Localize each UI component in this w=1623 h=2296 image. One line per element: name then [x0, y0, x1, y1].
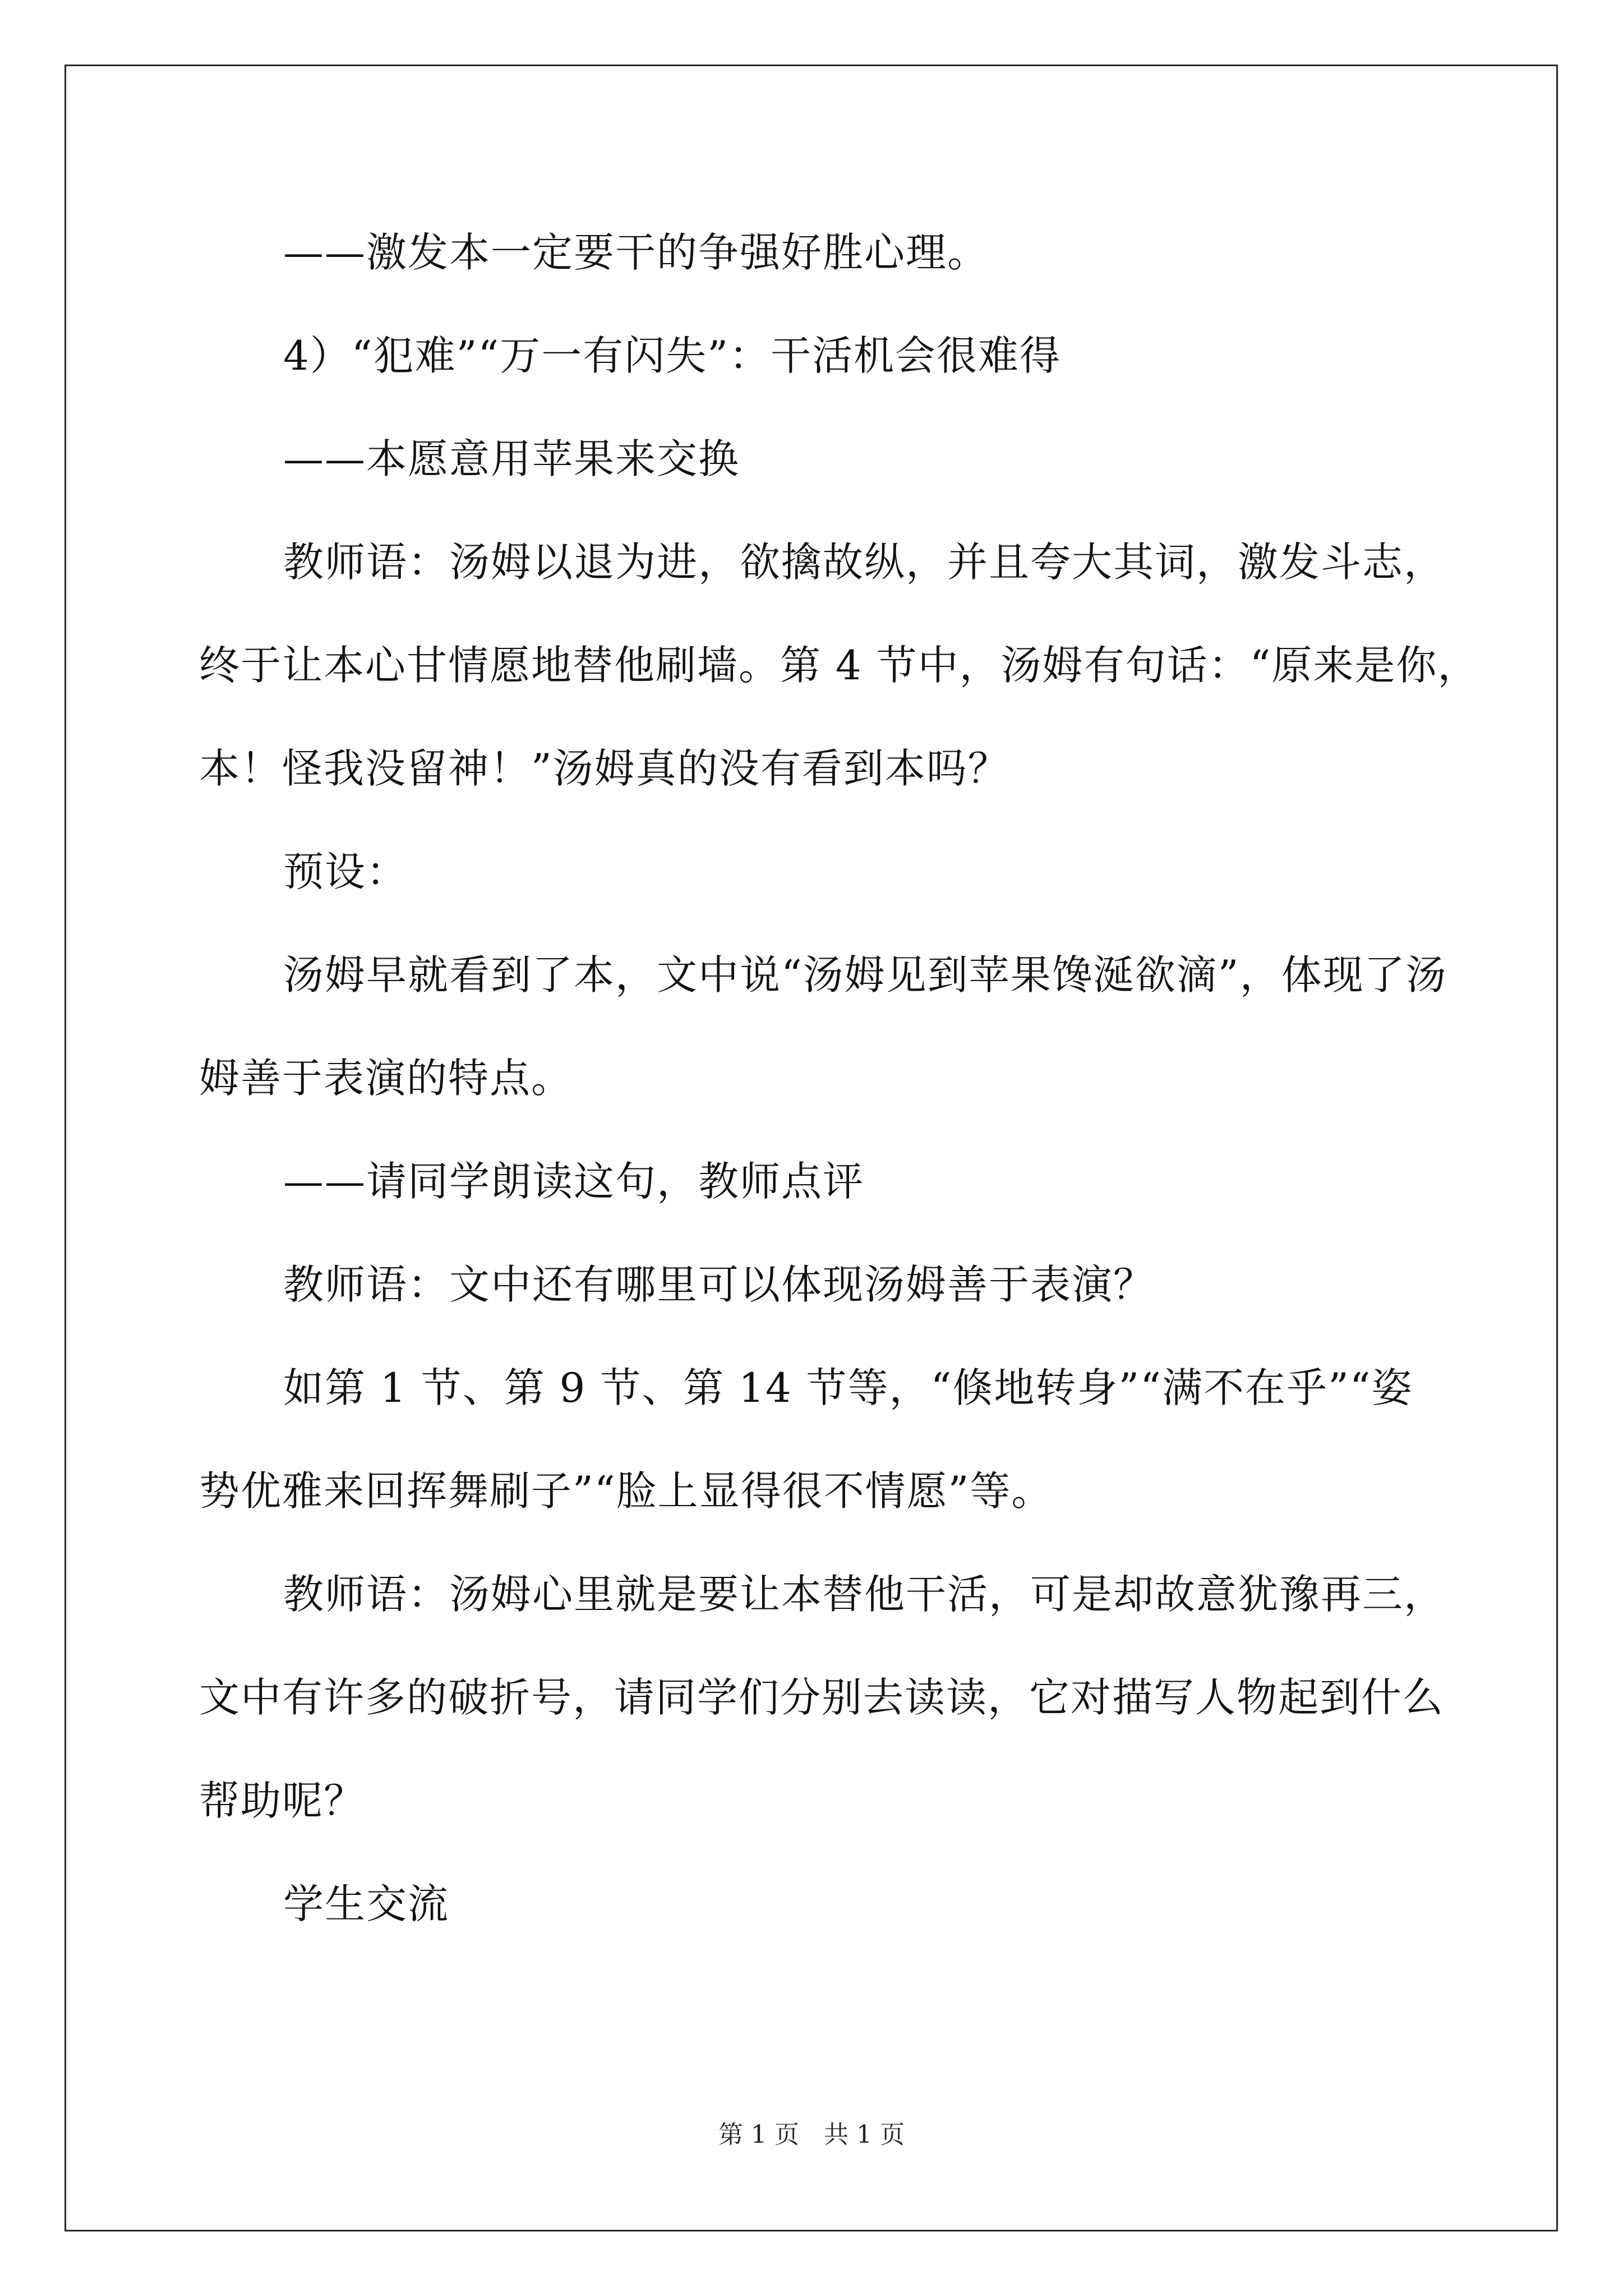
- paragraph-line: 如第 1 节、第 9 节、第 14 节等，“倏地转身”“满不在乎”“姿: [283, 1364, 1413, 1411]
- paragraph-line: ——激发本一定要干的争强好胜心理。: [283, 229, 989, 276]
- paragraph-line: 教师语：汤姆以退为进，欲擒故纵，并且夸大其词，激发斗志，: [283, 539, 1446, 586]
- page-number-footer: 第 1 页 共 1 页: [718, 2120, 905, 2149]
- paragraph-line: 教师语：文中还有哪里可以体现汤姆善于表演？: [283, 1261, 1155, 1308]
- paragraph-line: ——本愿意用苹果来交换: [283, 435, 740, 482]
- paragraph-line: 终于让本心甘情愿地替他刷墙。第 4 节中，汤姆有句话：“原来是你，: [199, 642, 1479, 689]
- paragraph-line: 汤姆早就看到了本，文中说“汤姆见到苹果馋涎欲滴”，体现了汤: [283, 951, 1447, 999]
- paragraph-line: 本！怪我没留神！”汤姆真的没有看到本吗？: [199, 745, 1009, 792]
- paragraph-line: ——请同学朗读这句，教师点评: [283, 1158, 865, 1205]
- paragraph-line: 势优雅来回挥舞刷子”“脸上显得很不情愿”等。: [199, 1467, 1053, 1515]
- paragraph-line: 姆善于表演的特点。: [199, 1055, 573, 1102]
- paragraph-line: 学生交流: [283, 1880, 450, 1927]
- paragraph-line: 帮助呢？: [199, 1777, 366, 1824]
- paragraph-line: 文中有许多的破折号，请同学们分别去读读，它对描写人物起到什么: [199, 1674, 1445, 1721]
- paragraph-line: 教师语：汤姆心里就是要让本替他干活，可是却故意犹豫再三，: [283, 1571, 1446, 1618]
- paragraph-line: 预设：: [283, 848, 408, 895]
- paragraph-line: 4）“犯难”“万一有闪失”：干活机会很难得: [283, 332, 1062, 379]
